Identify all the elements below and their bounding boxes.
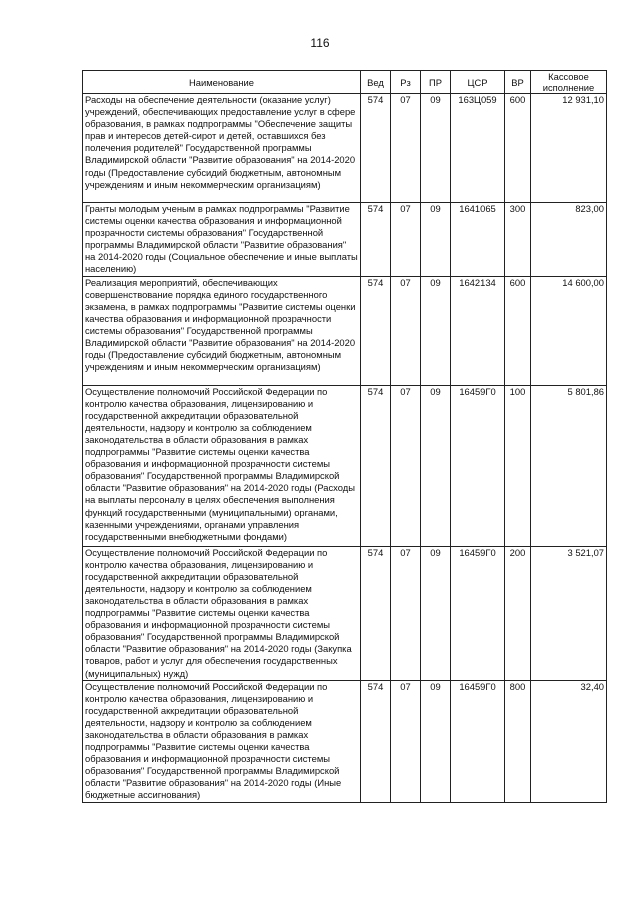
header-pr: ПР: [421, 71, 451, 94]
row-pr: 09: [421, 385, 451, 546]
row-name: Реализация мероприятий, обеспечивающих совершенствование порядка единого государственного экзамена, в рамках подпрограммы "Развитие системы оценки качества образования и информационной прозрачности системы образования" Государственной программы Владимирской области "Развитие образования" на 2014-2020 годы (Предоставление субсидий бюджетным, автономным учреждениям и иным некоммерческим организациям): [83, 276, 361, 385]
row-amount: 3 521,07: [531, 546, 607, 680]
row-csr: 1642134: [451, 276, 505, 385]
table-header-row: [83, 71, 607, 94]
page-number: 116: [310, 36, 330, 50]
table-row: [83, 276, 607, 385]
row-ved: 574: [361, 203, 391, 277]
table-row: [83, 546, 607, 680]
table-row: [83, 94, 607, 203]
row-name: Осуществление полномочий Российской Федерации по контролю качества образования, лицензированию и государственной аккредитации образовательной деятельности, надзору и контролю за соблюдением законодательства в области образования в рамках подпрограммы "Развитие системы оценки качества образования и информационной прозрачности системы образования" Государственной программы Владимирской области "Развитие образования" на 2014-2020 годы (Расходы на выплаты персоналу в целях обеспечения выполнения функций государственными (муниципальными) органами, казенными учреждениями, органами управления государственными внебюджетными фондами): [83, 385, 361, 546]
row-pr: 09: [421, 680, 451, 802]
row-name: Расходы на обеспечение деятельности (оказание услуг) учреждений, обеспечивающих предоставление услуг в сфере образования, в рамках подпрограммы "Обеспечение защиты прав и интересов детей-сирот и детей, оставшихся без полечения родителей" Государственной программы Владимирской области "Развитие образования" на 2014-2020 годы (Предоставление субсидий бюджетным, автономным учреждениям и иным некоммерческим организациям): [83, 94, 361, 203]
row-vr: 600: [505, 94, 531, 203]
row-rz: 07: [391, 203, 421, 277]
row-pr: 09: [421, 276, 451, 385]
header-amount: Кассовое исполнение: [531, 71, 607, 94]
header-csr: ЦСР: [451, 71, 505, 94]
row-vr: 600: [505, 276, 531, 385]
header-rz: Рз: [391, 71, 421, 94]
row-rz: 07: [391, 276, 421, 385]
row-ved: 574: [361, 546, 391, 680]
row-vr: 300: [505, 203, 531, 277]
row-ved: 574: [361, 680, 391, 802]
row-amount: 823,00: [531, 203, 607, 277]
row-vr: 100: [505, 385, 531, 546]
row-csr: 1641065: [451, 203, 505, 277]
row-pr: 09: [421, 203, 451, 277]
row-amount: 32,40: [531, 680, 607, 802]
row-rz: 07: [391, 680, 421, 802]
row-pr: 09: [421, 94, 451, 203]
table-row: [83, 385, 607, 546]
row-csr: 16459Г0: [451, 680, 505, 802]
row-ved: 574: [361, 94, 391, 203]
row-csr: 16459Г0: [451, 546, 505, 680]
table-row: [83, 203, 607, 277]
row-amount: 14 600,00: [531, 276, 607, 385]
row-amount: 5 801,86: [531, 385, 607, 546]
row-ved: 574: [361, 385, 391, 546]
row-name: Гранты молодым ученым в рамках подпрограммы "Развитие системы оценки качества образования и информационной прозрачности системы образования" Государственной программы Владимирской области "Развитие образования" на 2014-2020 годы (Социальное обеспечение и иные выплаты населению): [83, 203, 361, 277]
table-row: [83, 680, 607, 802]
row-rz: 07: [391, 546, 421, 680]
row-csr: 16459Г0: [451, 385, 505, 546]
row-rz: 07: [391, 94, 421, 203]
row-vr: 800: [505, 680, 531, 802]
row-amount: 12 931,10: [531, 94, 607, 203]
header-name: Наименование: [83, 71, 361, 94]
row-csr: 163Ц059: [451, 94, 505, 203]
row-ved: 574: [361, 276, 391, 385]
row-name: Осуществление полномочий Российской Федерации по контролю качества образования, лицензированию и государственной аккредитации образовательной деятельности, надзору и контролю за соблюдением законодательства в области образования в рамках подпрограммы "Развитие системы оценки качества образования и информационной прозрачности системы образования" Государственной программы Владимирской области "Развитие образования" на 2014-2020 годы (Закупка товаров, работ и услуг для обеспечения государственных (муниципальных) нужд): [83, 546, 361, 680]
header-ved: Вед: [361, 71, 391, 94]
row-pr: 09: [421, 546, 451, 680]
budget-table: [82, 70, 607, 803]
header-vr: ВР: [505, 71, 531, 94]
row-vr: 200: [505, 546, 531, 680]
row-name: Осуществление полномочий Российской Федерации по контролю качества образования, лицензированию и государственной аккредитации образовательной деятельности, надзору и контролю за соблюдением законодательства в области образования в рамках подпрограммы "Развитие системы оценки качества образования и информационной прозрачности системы образования" Государственной программы Владимирской области "Развитие образования" на 2014-2020 годы (Иные бюджетные ассигнования): [83, 680, 361, 802]
row-rz: 07: [391, 385, 421, 546]
